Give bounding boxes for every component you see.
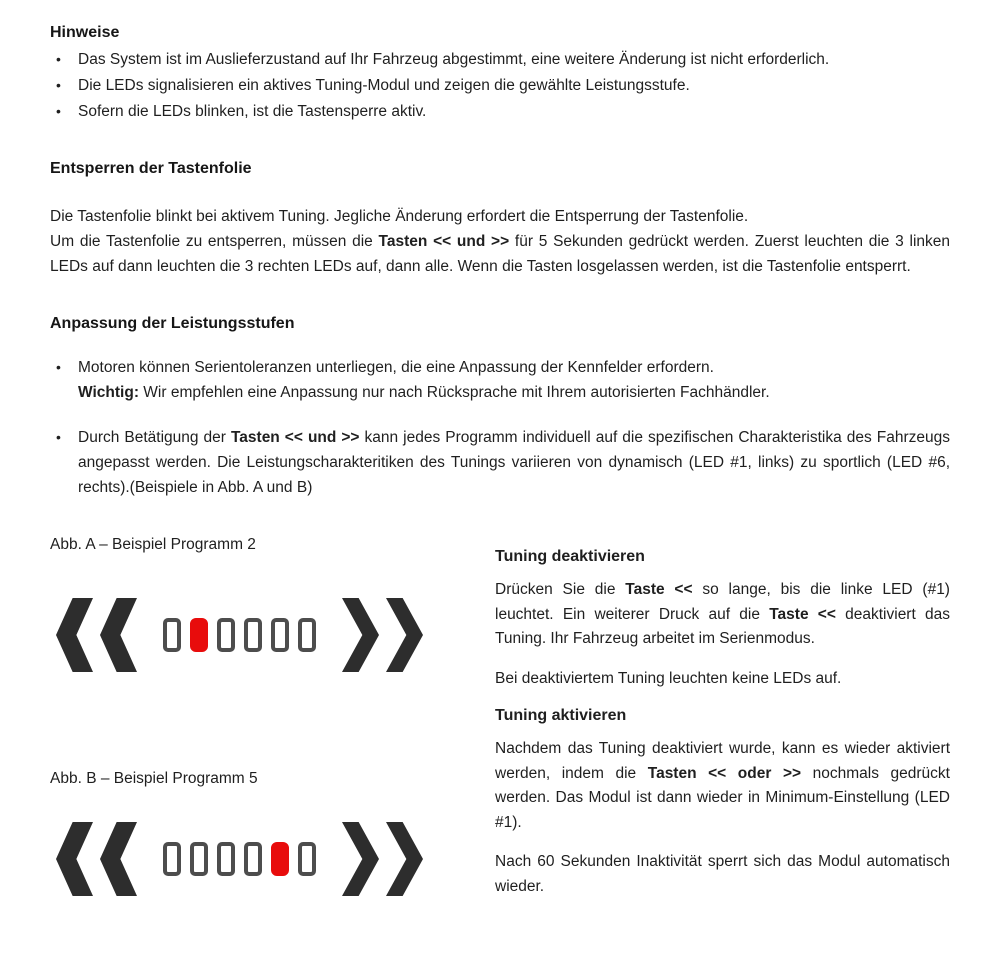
aktivieren-heading: Tuning aktivieren	[495, 707, 627, 724]
paragraph-text: deaktiviert das Tuning. Ihr Fahrzeug arbeitet im Serienmodus.	[495, 605, 951, 647]
paragraph-text: Um die Tastenfolie zu entsperren, müssen die	[50, 233, 379, 250]
bullet-icon: •	[56, 103, 61, 119]
list-item	[50, 73, 950, 98]
entsperren-heading: Entsperren der Tastenfolie	[50, 160, 252, 177]
hinweise-heading: Hinweise	[50, 24, 120, 41]
led-indicator-off	[217, 842, 235, 876]
figure-a-led-display	[56, 598, 495, 672]
chevron-right-icon	[342, 822, 379, 896]
deaktivieren-heading: Tuning deaktivieren	[495, 548, 645, 565]
anpassung-list	[50, 355, 950, 500]
figures-and-instructions	[50, 534, 950, 899]
deaktivieren-note: Bei deaktiviertem Tuning leuchten keine LEDs auf.	[495, 669, 842, 687]
chevron-left-icon	[100, 822, 137, 896]
led-row-program-5	[163, 842, 316, 876]
list-item	[50, 355, 950, 405]
list-item-text	[78, 425, 950, 500]
chevron-right-icon	[386, 822, 423, 896]
figure-b-label: Abb. B – Beispiel Programm 5	[50, 770, 258, 787]
instructions-column	[495, 534, 950, 899]
list-item-text	[78, 355, 950, 405]
figure-b-led-display	[56, 822, 495, 896]
bullet-icon: •	[56, 51, 61, 67]
led-indicator-off	[190, 842, 208, 876]
button-right-increase	[342, 822, 423, 896]
paragraph-text: Drücken Sie die	[495, 581, 626, 598]
led-indicator-off	[298, 842, 316, 876]
led-indicator-off	[271, 618, 289, 652]
aktivieren-paragraph	[495, 737, 950, 835]
led-indicator-active	[190, 618, 208, 652]
aktivieren-note: Nach 60 Sekunden Inaktivität sperrt sich das Modul automatisch wieder.	[495, 853, 950, 895]
list-item-text: Sofern die LEDs blinken, ist die Tastensperre aktiv.	[78, 103, 427, 120]
deaktivieren-paragraph	[495, 578, 950, 652]
paragraph-text: Wir empfehlen eine Anpassung nur nach Rücksprache mit Ihrem autorisierten Fachhändler.	[139, 384, 770, 401]
taste-bold: Taste <<	[769, 605, 836, 623]
list-item	[50, 47, 950, 72]
bullet-icon: •	[56, 429, 61, 445]
chevron-left-icon	[56, 822, 93, 896]
led-indicator-off	[244, 618, 262, 652]
list-item	[50, 99, 950, 124]
chevron-left-icon	[100, 598, 137, 672]
paragraph-text: kann jedes Programm individuell auf die spezifischen Charakteristika des Fahrzeugs angepasst werden. Die Leistungscharakteritiken des Tunings variieren von dynamisch (LED #1, links) zu sportlich (LED #6, rechts).(Beispiele in Abb. A und B)	[78, 429, 950, 496]
figure-a-label: Abb. A – Beispiel Programm 2	[50, 536, 256, 553]
entsperren-paragraph	[50, 204, 950, 279]
bullet-icon: •	[56, 77, 61, 93]
hinweise-list	[50, 47, 950, 124]
wichtig-bold: Wichtig:	[78, 384, 139, 401]
led-indicator-active	[271, 842, 289, 876]
button-right-increase	[342, 598, 423, 672]
list-item-text: Das System ist im Auslieferzustand auf Ihr Fahrzeug abgestimmt, eine weitere Änderung ist nicht erforderlich.	[78, 51, 830, 68]
list-item-text: Die LEDs signalisieren ein aktives Tuning-Modul und zeigen die gewählte Leistungsstufe.	[78, 77, 690, 94]
led-row-program-2	[163, 618, 316, 652]
tasten-bold: Tasten << und >>	[378, 233, 510, 250]
led-indicator-off	[244, 842, 262, 876]
chevron-left-icon	[56, 598, 93, 672]
tasten-bold: Tasten << oder >>	[647, 764, 802, 782]
list-item	[50, 425, 950, 500]
led-indicator-off	[163, 842, 181, 876]
button-left-decrease	[56, 598, 137, 672]
paragraph-text: für 5 Sekunden gedrückt werden. Zuerst leuchten die 3 linken LEDs auf dann leuchten die 3 rechten LEDs auf, dann alle. Wenn die Tasten losgelassen werden, ist die Tastenfolie entsperrt.	[50, 233, 950, 275]
paragraph-text: Die Tastenfolie blinkt bei aktivem Tuning. Jegliche Änderung erfordert die Entsperrung der Tastenfolie.	[50, 208, 749, 225]
led-indicator-off	[217, 618, 235, 652]
chevron-right-icon	[386, 598, 423, 672]
paragraph-text: Motoren können Serientoleranzen unterliegen, die eine Anpassung der Kennfelder erfordern.	[78, 359, 714, 376]
taste-bold: Taste <<	[625, 581, 693, 598]
bullet-icon: •	[56, 359, 61, 375]
chevron-right-icon	[342, 598, 379, 672]
paragraph-text: Durch Betätigung der	[78, 429, 231, 446]
led-indicator-off	[298, 618, 316, 652]
figures-column	[50, 534, 495, 899]
anpassung-heading: Anpassung der Leistungsstufen	[50, 315, 295, 332]
paragraph-text: so lange, bis die linke LED (#1) leuchtet. Ein weiterer Druck auf die	[495, 581, 950, 623]
paragraph-text: nochmals gedrückt werden. Das Modul ist dann wieder in Minimum-Einstellung (LED #1).	[495, 764, 950, 831]
button-left-decrease	[56, 822, 137, 896]
tasten-bold: Tasten << und >>	[230, 429, 360, 446]
led-indicator-off	[163, 618, 181, 652]
paragraph-text: Nachdem das Tuning deaktiviert wurde, kann es wieder aktiviert werden, indem die	[495, 740, 950, 782]
